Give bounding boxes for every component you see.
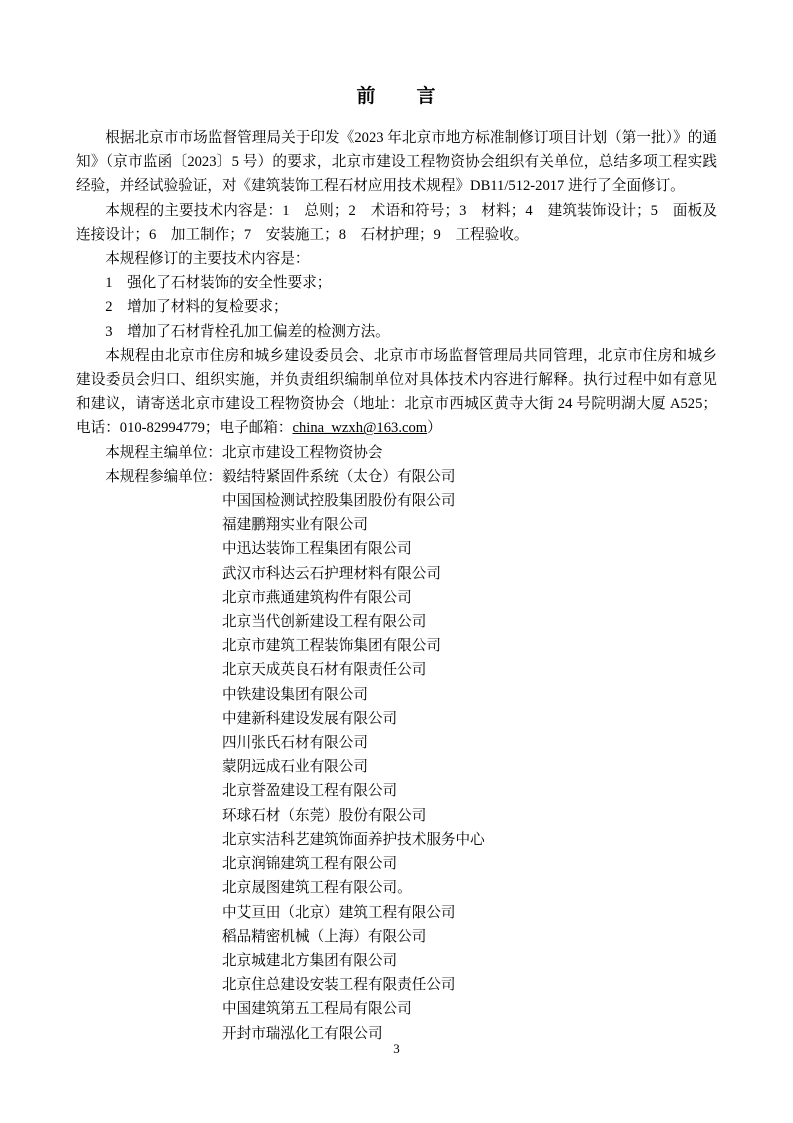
participant-unit: 中迅达装饰工程集团有限公司	[222, 541, 412, 558]
participant-unit: 北京天成英良石材有限责任公司	[222, 662, 427, 679]
paragraph-basis: 根据北京市市场监督管理局关于印发《2023 年北京市地方标准制修订项目计划（第一批）》的通知》（京市监函〔2023〕5 号）的要求，北京市建设工程物资协会组织有关单位，总结多项工程实践经验，并经试验验证，对《建筑装饰工程石材应用技术规程》DB11/512-2017 进行了全面修订。	[76, 130, 717, 195]
participant-unit: 北京誉盈建设工程有限公司	[222, 783, 398, 800]
participant-unit: 北京当代创新建设工程有限公司	[222, 614, 427, 631]
participant-unit: 福建鹏翔实业有限公司	[222, 517, 368, 534]
participant-unit: 中国建筑第五工程局有限公司	[222, 1001, 412, 1018]
participant-unit: 稻品精密机械（上海）有限公司	[222, 928, 427, 945]
paragraph-main-contents: 本规程的主要技术内容是：1 总则；2 术语和符号；3 材料；4 建筑装饰设计；5 面板及连接设计；6 加工制作；7 安装施工；8 石材护理；9 工程验收。	[76, 202, 717, 243]
management-text: 本规程由北京市住房和城乡建设委员会、北京市市场监督管理局共同管理，北京市住房和城乡建设委员会归口、组织实施，并负责组织编制单位对具体技术内容进行解释。执行过程中如有意见和建议，请寄送北京市建设工程物资协会（地址：北京市西城区黄寺大街 24 号院明湖大厦 A525；电话：010-82994779；电子邮箱：	[76, 347, 717, 437]
participants-first-line	[76, 465, 717, 489]
revision-item: 1 强化了石材装饰的安全性要求；	[105, 275, 332, 292]
participant-unit: 中铁建设集团有限公司	[222, 686, 368, 703]
participant-unit: 中艾亘田（北京）建筑工程有限公司	[222, 904, 456, 921]
chief-editor-label: 本规程主编单位：	[105, 444, 222, 461]
participants-section	[76, 465, 717, 1046]
participant-unit: 北京住总建设安装工程有限责任公司	[222, 977, 456, 994]
participants-label: 本规程参编单位：	[105, 468, 222, 485]
participant-unit: 环球石材（东莞）股份有限公司	[222, 807, 427, 824]
participant-unit: 四川张氏石材有限公司	[222, 735, 368, 752]
participant-unit: 北京润锦建筑工程有限公司	[222, 856, 398, 873]
participant-unit: 开封市瑞泓化工有限公司	[222, 1025, 383, 1042]
page-title: 前 言	[356, 86, 437, 107]
participant-unit: 毅结特紧固件系统（太仓）有限公司	[221, 468, 456, 485]
participant-unit: 北京市建筑工程装饰集团有限公司	[222, 638, 441, 655]
page-number: 3	[393, 1041, 400, 1056]
chief-editor-value: 北京市建设工程物资协会	[221, 444, 383, 461]
participant-unit: 北京市燕通建筑构件有限公司	[222, 589, 412, 606]
participant-unit: 武汉市科达云石护理材料有限公司	[222, 565, 441, 582]
participant-unit: 北京晟图建筑工程有限公司。	[222, 880, 412, 897]
revision-item: 3 增加了石材背栓孔加工偏差的检测方法。	[105, 323, 390, 340]
paragraph-management	[76, 344, 717, 441]
paragraph-revision-intro: 本规程修订的主要技术内容是：	[105, 251, 310, 268]
participant-unit: 蒙阴远成石业有限公司	[222, 759, 368, 776]
revision-item: 2 增加了材料的复检要求；	[105, 299, 288, 316]
participant-unit: 中国国检测试控股集团股份有限公司	[222, 493, 456, 510]
participant-unit: 北京城建北方集团有限公司	[222, 952, 398, 969]
participant-unit: 中建新科建设发展有限公司	[222, 710, 398, 727]
chief-editor-line	[76, 441, 717, 465]
management-suffix: ）	[427, 420, 442, 437]
email-link[interactable]: china_wzxh@163.com	[292, 420, 428, 437]
participant-unit: 北京实洁科艺建筑饰面养护技术服务中心	[222, 831, 485, 848]
